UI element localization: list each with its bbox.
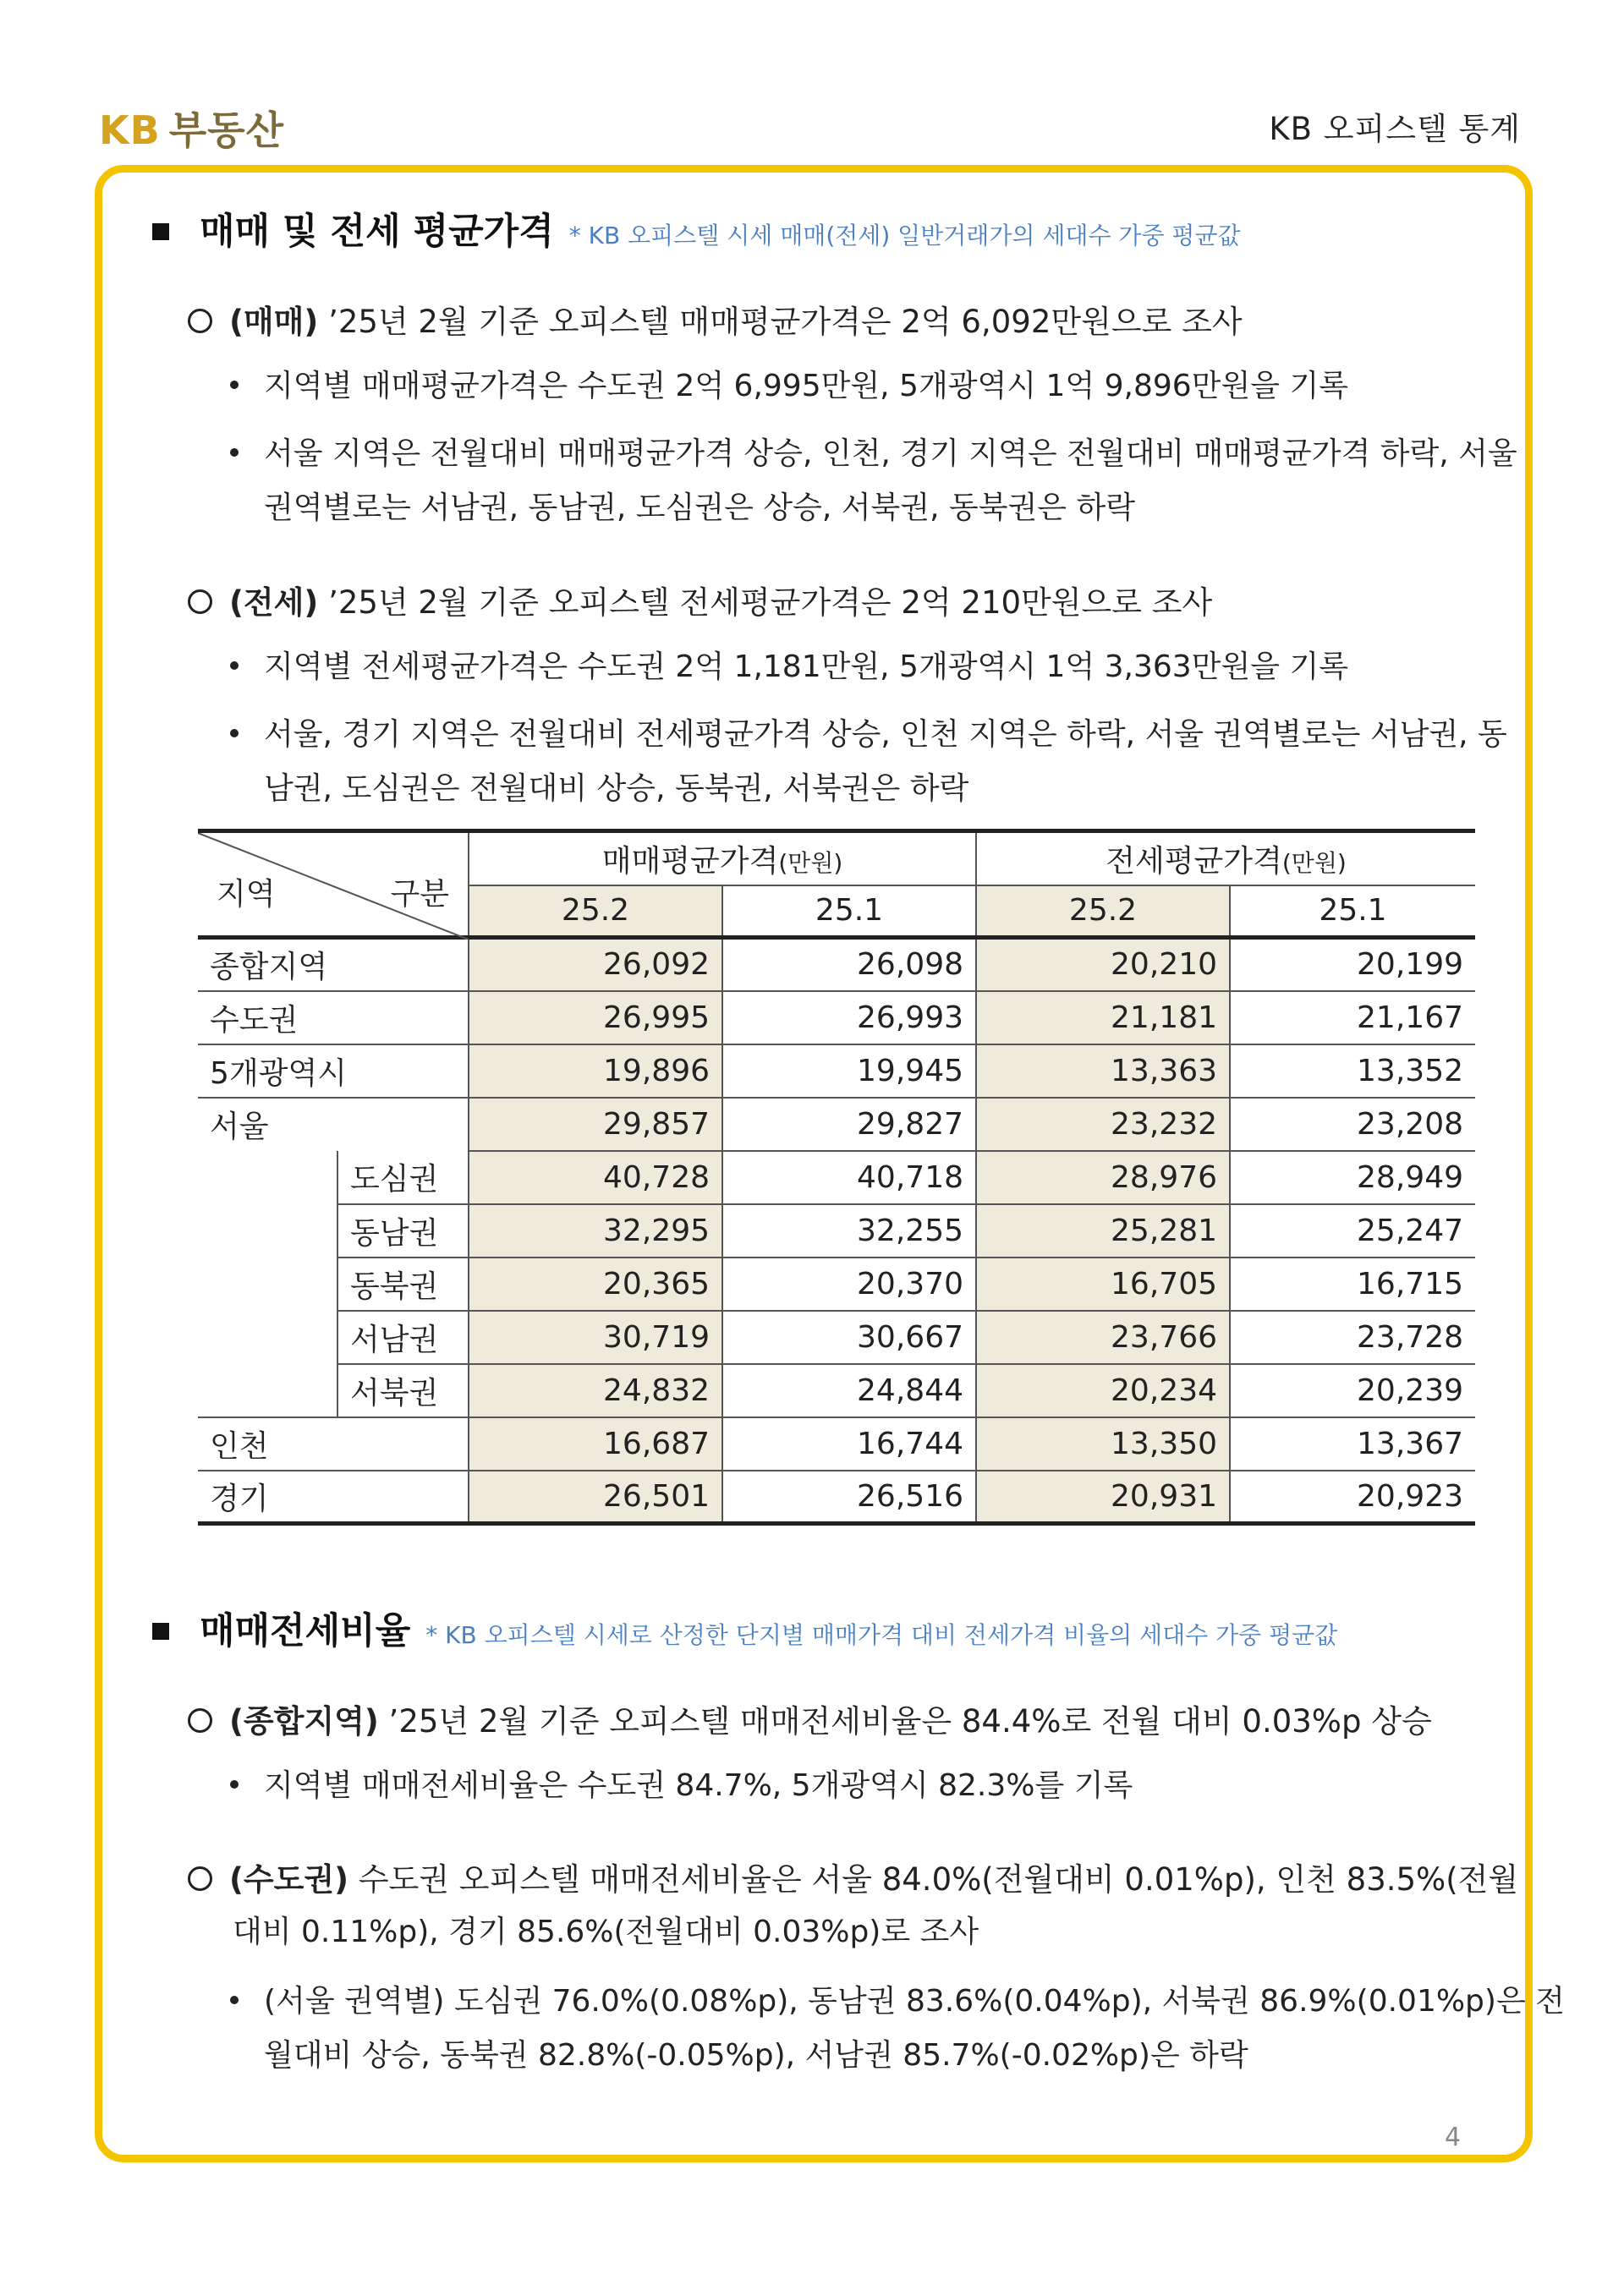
jeonse-group-label: 전세평균가격 (1106, 843, 1282, 879)
region-cell (198, 1151, 337, 1204)
table-row (198, 1044, 1475, 1098)
value-cell: 26,092 (469, 938, 722, 991)
value-cell: 32,255 (722, 1204, 976, 1258)
section2-title: 매매전세비율 (200, 1610, 411, 1652)
table-row (198, 1364, 1475, 1417)
value-cell: 24,844 (722, 1364, 976, 1417)
sale-text: ’25년 2월 기준 오피스텔 매매평균가격은 2억 6,092만원으로 조사 (318, 304, 1243, 340)
value-cell: 30,719 (469, 1311, 722, 1364)
jeonse-group-header (976, 831, 1475, 885)
region-cell: 종합지역 (198, 938, 469, 991)
table-row (198, 991, 1475, 1044)
jeonse-unit: (만원) (1281, 848, 1347, 877)
capital-text-line1: 수도권 오피스텔 매매전세비율은 서울 84.0%(전월대비 0.01%p), 인천 83.5%(전월 (348, 1861, 1519, 1898)
circle-bullet-icon (188, 1866, 212, 1891)
dot-bullet-icon (230, 381, 239, 389)
ratio-capital-bullet (230, 1977, 1565, 2020)
value-cell: 29,857 (469, 1098, 722, 1151)
value-cell: 20,370 (722, 1258, 976, 1311)
value-cell: 23,728 (1230, 1311, 1475, 1364)
region-cell: 서울 (198, 1098, 469, 1151)
value-cell: 16,744 (722, 1417, 976, 1471)
sale-b2-line2: 권역별로는 서남권, 동남권, 도심권은 상승, 서북권, 동북권은 하락 (264, 490, 1136, 525)
section1-note: * KB 오피스텔 시세 매매(전세) 일반거래가의 세대수 가중 평균값 (568, 222, 1241, 249)
value-cell: 25,247 (1230, 1204, 1475, 1258)
dot-bullet-icon (230, 448, 239, 457)
sale-b1-text: 지역별 매매평균가격은 수도권 2억 6,995만원, 5개광역시 1억 9,896만원을 기록 (264, 369, 1349, 403)
jeonse-summary (188, 577, 1212, 622)
value-cell: 26,501 (469, 1471, 722, 1524)
jeonse-b2-line2: 남권, 도심권은 전월대비 상승, 동북권, 서북권은 하락 (264, 771, 969, 806)
value-cell: 21,181 (976, 991, 1230, 1044)
value-cell: 16,705 (976, 1258, 1230, 1311)
capital-b1-line1: (서울 권역별) 도심권 76.0%(0.08%p), 동남권 83.6%(0.04%p), 서북권 86.9%(0.01%p)은 전 (264, 1984, 1565, 2019)
sale-bullet-2 (230, 430, 1517, 473)
table-corner-cell (198, 831, 469, 938)
value-cell: 24,832 (469, 1364, 722, 1417)
ratio-capital-summary (188, 1854, 1518, 1899)
table-row (198, 1417, 1475, 1471)
region-cell: 경기 (198, 1471, 469, 1524)
value-cell: 32,295 (469, 1204, 722, 1258)
table-row (198, 1151, 1475, 1204)
value-cell: 28,976 (976, 1151, 1230, 1204)
value-cell: 20,234 (976, 1364, 1230, 1417)
price-table (198, 829, 1475, 1526)
period-header: 25.1 (1230, 885, 1475, 938)
value-cell: 20,365 (469, 1258, 722, 1311)
corner-left-label: 지역 (217, 877, 276, 912)
value-cell: 40,718 (722, 1151, 976, 1204)
value-cell: 19,896 (469, 1044, 722, 1098)
total-label: (종합지역) (229, 1703, 379, 1740)
sale-group-label: 매매평균가격 (601, 843, 779, 879)
region-cell (198, 1258, 337, 1311)
dot-bullet-icon (230, 1996, 239, 2004)
table-row (198, 1204, 1475, 1258)
dot-bullet-icon (230, 661, 239, 670)
corner-right-label: 구분 (390, 877, 449, 912)
square-bullet-icon (152, 223, 169, 240)
circle-bullet-icon (188, 589, 212, 614)
region-cell: 수도권 (198, 991, 469, 1044)
sale-group-header (469, 831, 976, 885)
subregion-cell: 동남권 (337, 1204, 469, 1258)
value-cell: 26,995 (469, 991, 722, 1044)
value-cell: 26,098 (722, 938, 976, 991)
value-cell: 23,208 (1230, 1098, 1475, 1151)
jeonse-b2-line1: 서울, 경기 지역은 전월대비 전세평균가격 상승, 인천 지역은 하락, 서울 권역별로는 서남권, 동 (264, 717, 1507, 752)
value-cell: 21,167 (1230, 991, 1475, 1044)
jeonse-text: ’25년 2월 기준 오피스텔 전세평균가격은 2억 210만원으로 조사 (318, 584, 1213, 621)
subregion-cell: 서남권 (337, 1311, 469, 1364)
dot-bullet-icon (230, 1780, 239, 1789)
value-cell: 16,715 (1230, 1258, 1475, 1311)
subregion-cell: 서북권 (337, 1364, 469, 1417)
sale-b2-line1: 서울 지역은 전월대비 매매평균가격 상승, 인천, 경기 지역은 전월대비 매매평균가격 하락, 서울 (264, 436, 1517, 471)
logo-brand: 부동산 (168, 107, 285, 153)
value-cell: 20,199 (1230, 938, 1475, 991)
table-row (198, 1471, 1475, 1524)
dot-bullet-icon (230, 729, 239, 737)
capital-text-line2: 대비 0.11%p), 경기 85.6%(전월대비 0.03%p)로 조사 (233, 1915, 979, 1949)
section1-title: 매매 및 전세 평균가격 (200, 211, 554, 253)
period-header: 25.2 (976, 885, 1230, 938)
section2-note: * KB 오피스텔 시세로 산정한 단지별 매매가격 대비 전세가격 비율의 세대수 가중 평균값 (425, 1621, 1338, 1649)
region-cell (198, 1364, 337, 1417)
sale-bullet-1 (230, 362, 1348, 405)
section2-heading (152, 1603, 1337, 1654)
value-cell: 19,945 (722, 1044, 976, 1098)
value-cell: 26,516 (722, 1471, 976, 1524)
circle-bullet-icon (188, 309, 212, 333)
table-row (198, 1098, 1475, 1151)
value-cell: 29,827 (722, 1098, 976, 1151)
sale-unit: (만원) (778, 848, 843, 877)
circle-bullet-icon (188, 1708, 212, 1733)
capital-b1-line2: 월대비 상승, 동북권 82.8%(-0.05%p), 서남권 85.7%(-0.02%p)은 하락 (264, 2038, 1248, 2073)
value-cell: 40,728 (469, 1151, 722, 1204)
value-cell: 20,239 (1230, 1364, 1475, 1417)
subregion-cell: 동북권 (337, 1258, 469, 1311)
value-cell: 28,949 (1230, 1151, 1475, 1204)
value-cell: 23,232 (976, 1098, 1230, 1151)
jeonse-label: (전세) (229, 584, 319, 621)
region-cell (198, 1311, 337, 1364)
table-row (198, 1258, 1475, 1311)
kb-logo (99, 100, 284, 156)
sale-label: (매매) (229, 304, 319, 340)
header-title: KB 오피스텔 통계 (1269, 111, 1521, 147)
value-cell: 20,210 (976, 938, 1230, 991)
value-cell: 13,350 (976, 1417, 1230, 1471)
value-cell: 30,667 (722, 1311, 976, 1364)
logo-kb: KB (99, 107, 161, 153)
capital-label: (수도권) (229, 1861, 349, 1898)
region-cell: 5개광역시 (198, 1044, 469, 1098)
period-header: 25.1 (722, 885, 976, 938)
jeonse-bullet-2 (230, 710, 1507, 753)
table-row (198, 1311, 1475, 1364)
square-bullet-icon (152, 1623, 169, 1640)
sale-summary (188, 296, 1243, 342)
ratio-total-summary (188, 1696, 1432, 1741)
jeonse-b1-text: 지역별 전세평균가격은 수도권 2억 1,181만원, 5개광역시 1억 3,363만원을 기록 (264, 649, 1349, 684)
region-cell (198, 1204, 337, 1258)
value-cell: 13,363 (976, 1044, 1230, 1098)
page-number: 4 (1445, 2123, 1462, 2152)
section1-heading (152, 203, 1241, 255)
value-cell: 13,352 (1230, 1044, 1475, 1098)
value-cell: 26,993 (722, 991, 976, 1044)
table-row (198, 938, 1475, 991)
value-cell: 25,281 (976, 1204, 1230, 1258)
value-cell: 13,367 (1230, 1417, 1475, 1471)
region-cell: 인천 (198, 1417, 469, 1471)
value-cell: 20,923 (1230, 1471, 1475, 1524)
value-cell: 16,687 (469, 1417, 722, 1471)
ratio-total-bullet (230, 1762, 1133, 1805)
total-b1-text: 지역별 매매전세비율은 수도권 84.7%, 5개광역시 82.3%를 기록 (264, 1768, 1133, 1803)
subregion-cell: 도심권 (337, 1151, 469, 1204)
jeonse-bullet-1 (230, 643, 1348, 686)
value-cell: 20,931 (976, 1471, 1230, 1524)
period-header: 25.2 (469, 885, 722, 938)
value-cell: 23,766 (976, 1311, 1230, 1364)
total-text: ’25년 2월 기준 오피스텔 매매전세비율은 84.4%로 전월 대비 0.03%p 상승 (378, 1703, 1432, 1740)
